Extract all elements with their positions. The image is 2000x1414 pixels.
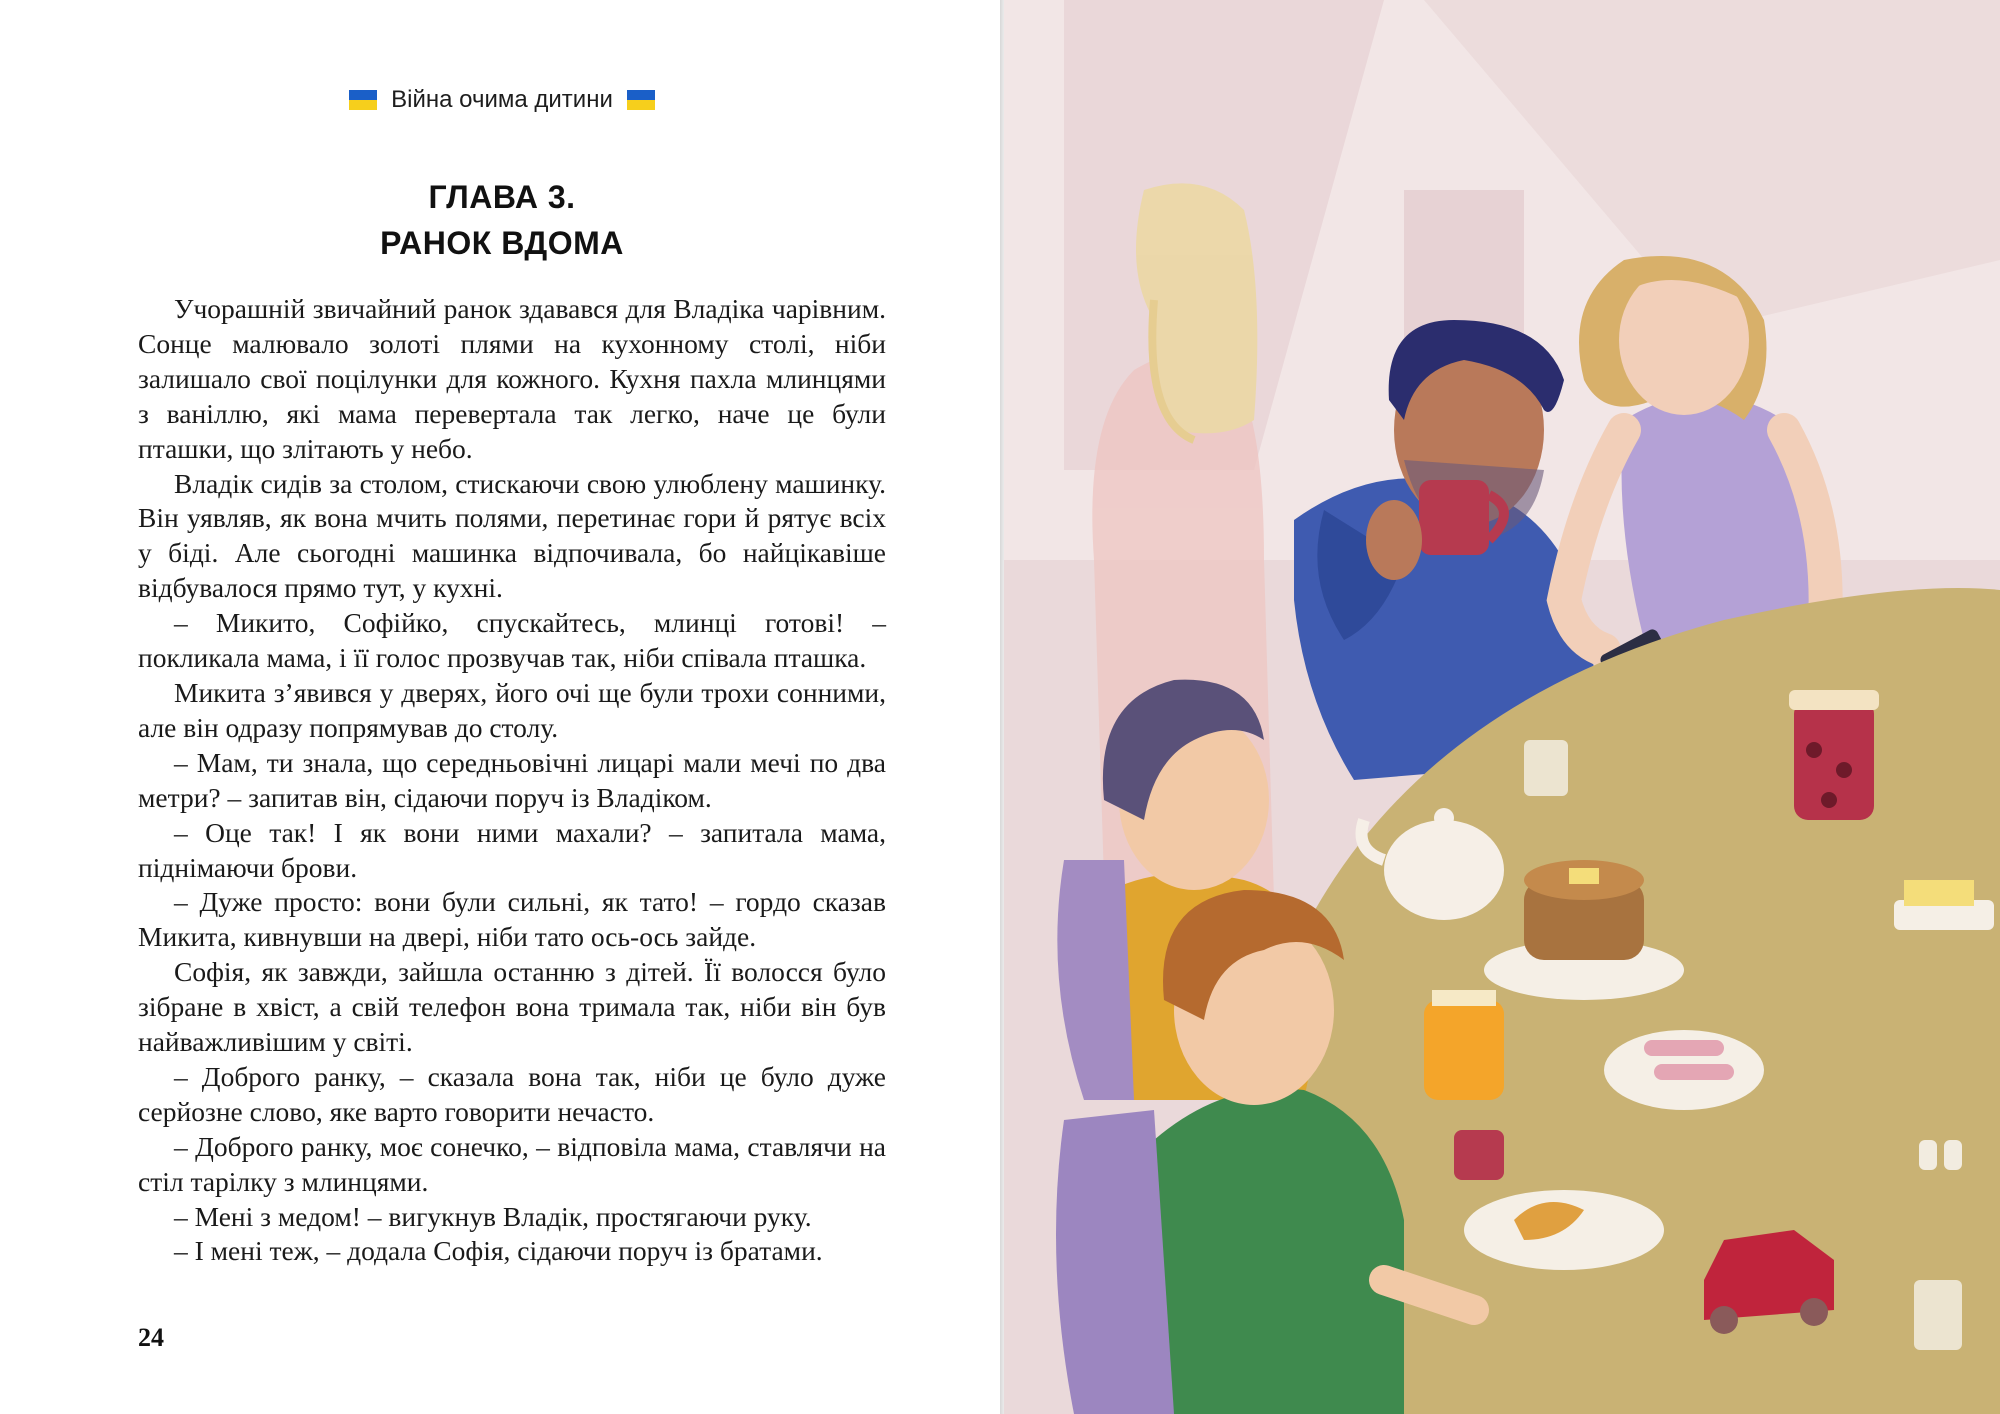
ukraine-flag-icon <box>349 90 377 110</box>
paragraph: Микита з’явився у дверях, його очі ще були трохи сонними, але він одразу попрямував до столу. <box>138 676 886 743</box>
paragraph: Софія, як завжди, зайшла останню з дітей. Її волосся було зібране в хвіст, а свій телефон вона тримала так, ніби він був найважливішим у світі. <box>138 956 886 1058</box>
sausage-plate <box>1604 1030 1764 1110</box>
chapter-title <box>0 174 1004 266</box>
red-mug <box>1419 480 1489 555</box>
chapter-name: РАНОК ВДОМА <box>380 225 624 261</box>
chapter-body <box>138 292 886 1269</box>
paragraph: – І мені теж, – додала Софія, сідаючи поруч із братами. <box>174 1235 823 1267</box>
paragraph: Владік сидів за столом, стискаючи свою улюблену машинку. Він уявляв, як вона мчить полями, перетинає гори й рятує всіх у біді. Але сьогодні машинка відпочивала, бо найцікавіше відбувалося прямо тут, у кухні. <box>138 467 886 604</box>
small-mug <box>1454 1130 1504 1180</box>
honey-jar <box>1424 990 1504 1100</box>
family-breakfast-illustration <box>1004 0 2000 1414</box>
running-head-text: Війна очима дитини <box>391 86 613 113</box>
paragraph: – Микито, Софійко, спускайтесь, млинці готові! – покликала мама, і її голос прозвучав так, ніби співала пташка. <box>138 607 886 674</box>
paragraph: Учорашній звичайний ранок здавався для Владіка чарівним. Сонце малювало золоті плями на кухонному столі, ніби залишало свої поцілунки для кожного. Кухня пахла млинцями з ваніллю, які мама перевертала так легко, наче це були пташки, що злітають у небо. <box>138 293 886 464</box>
running-head <box>0 86 1004 114</box>
jam-jar <box>1789 690 1879 820</box>
paragraph: – Оце так! І як вони ними махали? – запитала мама, піднімаючи брови. <box>138 816 886 883</box>
paragraph: – Доброго ранку, – сказала вона так, ніби це було дуже серйозне слово, яке варто говорити нечасто. <box>138 1060 886 1127</box>
paragraph: – Мені з медом! – вигукнув Владік, простягаючи руку. <box>174 1200 812 1232</box>
ukraine-flag-icon <box>627 90 655 110</box>
right-page-illustration <box>1004 0 2000 1414</box>
chapter-number: ГЛАВА 3. <box>428 179 576 215</box>
paragraph: – Дуже просто: вони були сильні, як тато! – гордо сказав Микита, кивнувши на двері, ніби тато ось-ось зайде. <box>138 886 886 953</box>
croissant-plate <box>1464 1190 1664 1270</box>
page-number: 24 <box>138 1323 164 1352</box>
paragraph: – Мам, ти знала, що середньовічні лицарі мали мечі по два метри? – запитав він, сідаючи поруч із Владіком. <box>138 746 886 813</box>
paragraph: – Доброго ранку, моє сонечко, – відповіла мама, ставлячи на стіл тарілку з млинцями. <box>138 1130 886 1197</box>
